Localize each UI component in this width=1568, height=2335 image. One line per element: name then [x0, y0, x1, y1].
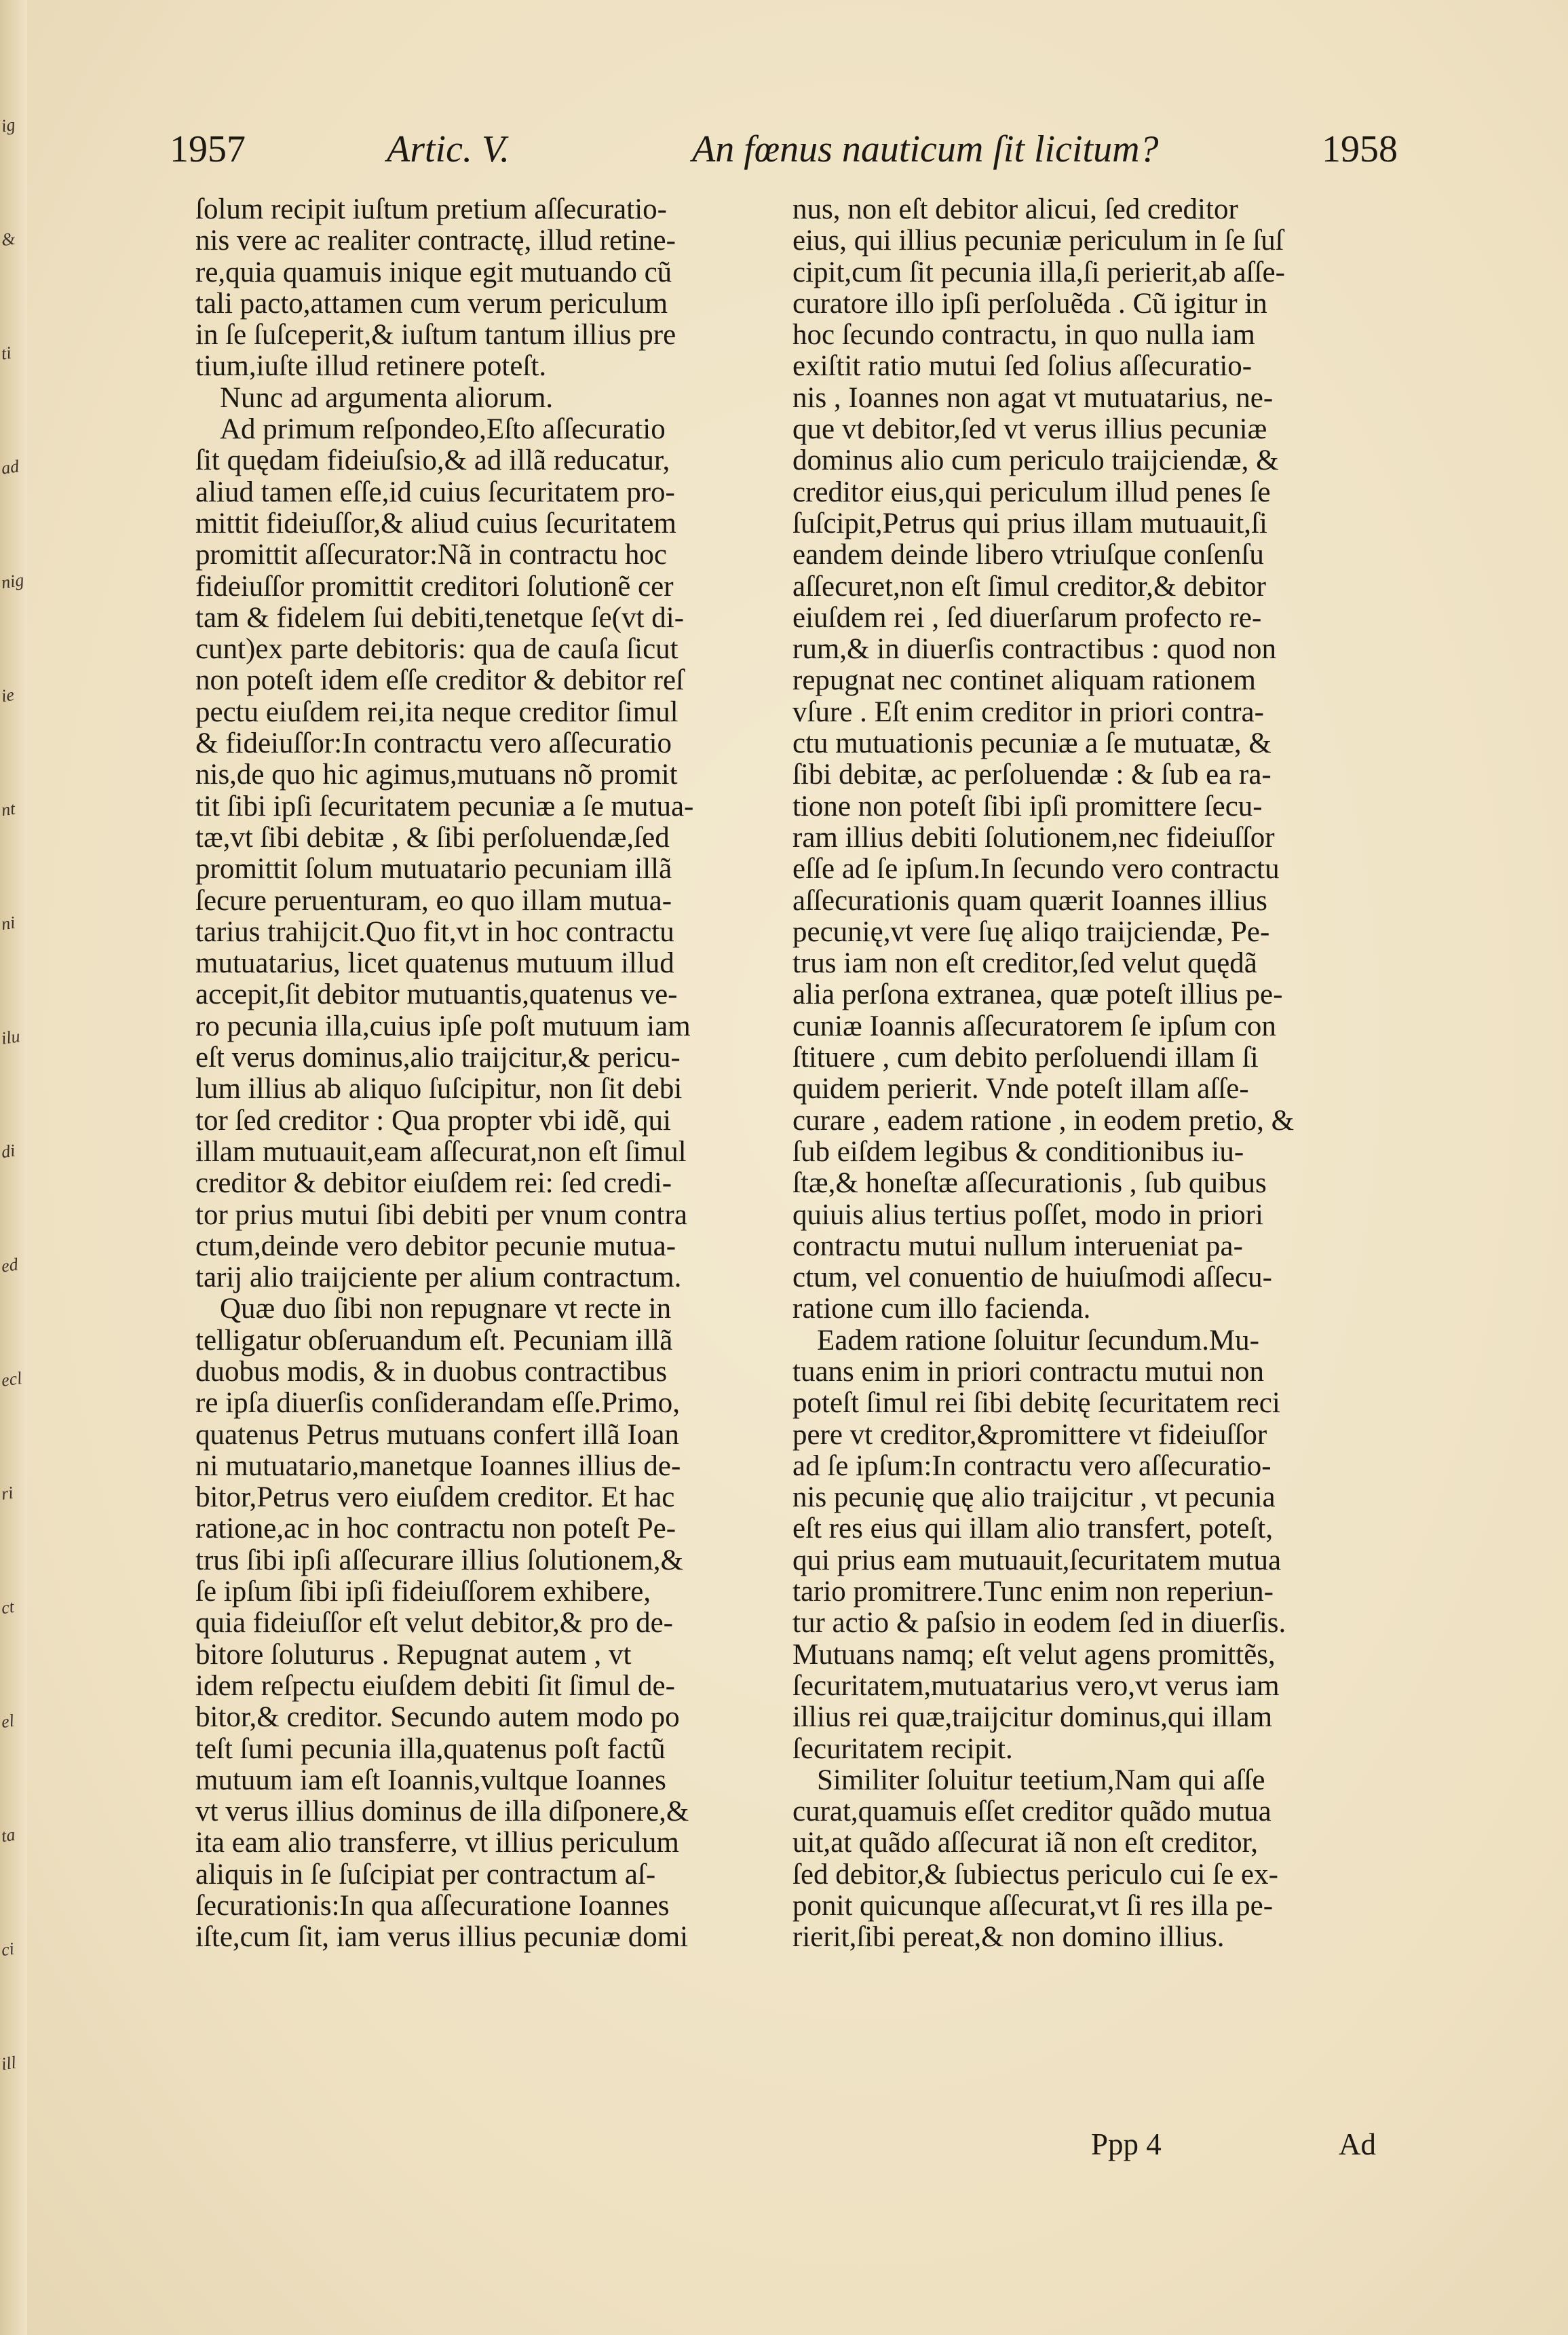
text-line: bitore ſoluturus . Repugnat autem , vt — [195, 1639, 632, 1671]
text-line: Eadem ratione ſoluitur ſecundum.Mu- — [817, 1325, 1259, 1356]
gutter-fragment: & — [0, 228, 17, 250]
gutter-fragment: ni — [0, 912, 17, 934]
gutter-fragment: ad — [0, 456, 20, 478]
page-footer — [792, 2127, 1376, 2167]
text-line: teſt ſumi pecunia illa,quatenus poſt factũ — [195, 1733, 666, 1765]
text-line: ſolum recipit iuſtum pretium aſſecuratio- — [195, 194, 667, 225]
text-line: tuans enim in priori contractu mutui non — [792, 1356, 1265, 1388]
text-line: exiſtit ratio mutui ſed ſolius aſſecuratio- — [792, 351, 1253, 383]
text-line: quatenus Petrus mutuans confert illã Ioan — [195, 1419, 679, 1451]
text-line: re ipſa diuerſis conſiderandam eſſe.Primo, — [195, 1388, 681, 1420]
text-line: curat,quamuis eſſet creditor quãdo mutua — [792, 1796, 1271, 1828]
gutter-fragment: nig — [0, 569, 26, 593]
text-line: ro pecunia illa,cuius ipſe poſt mutuum iam — [195, 1010, 691, 1042]
text-line: idem reſpectu eiuſdem debiti ſit ſimul de- — [195, 1670, 675, 1702]
text-line: tor prius mutui ſibi debiti per vnum contra — [195, 1199, 687, 1231]
text-line: eſt verus dominus,alio traijcitur,& pericu- — [195, 1042, 681, 1074]
text-line: cipit,cum ſit pecunia illa,ſi perierit,ab aſſe- — [792, 257, 1285, 288]
gutter-fragment: ri — [0, 1482, 15, 1504]
text-line: illam mutuauit,eam aſſecurat,non eſt ſimul — [195, 1136, 687, 1168]
text-line: re,quia quamuis inique egit mutuando cũ — [195, 257, 672, 288]
text-line: poteſt ſimul rei ſibi debitę ſecuritatem reci — [792, 1388, 1280, 1420]
text-line: aliquis in ſe ſuſcipiat per contractum aſ- — [195, 1859, 656, 1891]
text-line: nus, non eſt debitor alicui, ſed creditor — [792, 194, 1238, 225]
text-line: ſecuritatem recipit. — [792, 1733, 1013, 1765]
right-page-number: 1958 — [1322, 128, 1398, 170]
text-line: tur actio & paſsio in eodem ſed in diuerſis. — [792, 1608, 1286, 1639]
text-line: ſe ipſum ſibi ipſi fideiuſſorem exhibere, — [195, 1576, 651, 1608]
text-line: aſſecurationis quam quærit Ioannes illius — [792, 885, 1267, 917]
text-line: hoc ſecundo contractu, in quo nulla iam — [792, 320, 1255, 352]
text-line: ctum,deinde vero debitor pecunie mutua- — [195, 1230, 676, 1262]
gutter-fragment: ti — [0, 343, 13, 364]
text-line: nis , Ioannes non agat vt mutuatarius, ne- — [792, 382, 1274, 414]
text-line: promittit ſolum mutuatario pecuniam illã — [195, 854, 672, 886]
text-line: quidem perierit. Vnde poteſt illam aſſe- — [792, 1074, 1249, 1105]
text-line: vt verus illius dominus de illa diſponere,& — [195, 1796, 689, 1828]
text-line: tam & fidelem ſui debiti,tenetque ſe(vt di- — [195, 602, 685, 634]
text-line: ſub eiſdem legibus & conditionibus iu- — [792, 1136, 1244, 1168]
text-line: creditor eius,qui periculum illud penes ſe — [792, 476, 1271, 508]
gutter-fragment: ecl — [0, 1368, 24, 1390]
text-line: rum,& in diuerſis contractibus : quod non — [792, 634, 1276, 666]
text-line: fideiuſſor promittit creditori ſolutionẽ cer — [195, 571, 674, 603]
text-line: curare , eadem ratione , in eodem pretio, & — [792, 1105, 1295, 1137]
text-line: quia fideiuſſor eſt velut debitor,& pro de- — [195, 1608, 673, 1639]
text-line: mutuatarius, licet quatenus mutuum illud — [195, 948, 674, 980]
text-line: bitor,Petrus vero eiuſdem creditor. Et hac — [195, 1482, 675, 1514]
text-line: ſtæ,& honeſtæ aſſecurationis , ſub quibus — [792, 1168, 1267, 1200]
text-line: non poteſt idem eſſe creditor & debitor reſ — [195, 665, 685, 697]
article-label: Artic. V. — [387, 128, 510, 170]
text-line: quiuis alius tertius poſſet, modo in priori — [792, 1199, 1263, 1231]
text-line: ita eam alio transferre, vt illius periculum — [195, 1827, 679, 1859]
text-line: Mutuans namq; eſt velut agens promittẽs, — [792, 1639, 1276, 1671]
gutter-fragment: ci — [0, 1938, 16, 1960]
text-line: tali pacto,attamen cum verum periculum — [195, 288, 668, 320]
gutter-fragment: ig — [0, 114, 17, 136]
text-line: repugnat nec continet aliquam rationem — [792, 665, 1256, 697]
left-column — [195, 194, 779, 1954]
text-line: ſecure peruenturam, eo quo illam mutua- — [195, 885, 672, 917]
text-line: nis pecunię quę alio traijcitur , vt pecunia — [792, 1482, 1276, 1514]
text-line: que vt debitor,ſed vt verus illius pecuniæ — [792, 414, 1267, 446]
running-title: An fœnus nauticum ſit licitum? — [692, 128, 1159, 170]
text-line: ponit quicunque aſſecurat,vt ſi res illa pe- — [792, 1891, 1274, 1922]
text-line: Quæ duo ſibi non repugnare vt recte in — [220, 1293, 672, 1325]
text-line: Ad primum reſpondeo,Eſto aſſecuratio — [220, 414, 666, 446]
right-column — [792, 194, 1376, 1954]
text-line: telligatur obſeruandum eſt. Pecuniam illã — [195, 1325, 673, 1356]
text-line: lum illius ab aliquo ſuſcipitur, non ſit debi — [195, 1074, 683, 1105]
text-line: eius, qui illius pecuniæ periculum in ſe ſuſ — [792, 225, 1284, 257]
text-line: rierit,ſibi pereat,& non domino illius. — [792, 1922, 1225, 1954]
text-line: mittit fideiuſſor,& aliud cuius ſecuritatem — [195, 508, 676, 539]
text-line: cuniæ Ioannis aſſecuratorem ſe ipſum con — [792, 1010, 1276, 1042]
text-line: vſure . Eſt enim creditor in priori contra- — [792, 696, 1264, 728]
text-line: duobus modis, & in duobus contractibus — [195, 1356, 668, 1388]
gutter-fragment: ed — [0, 1254, 20, 1276]
gutter-fragment: ct — [0, 1596, 16, 1618]
text-line: pectu eiuſdem rei,ita neque creditor ſimul — [195, 696, 678, 728]
text-line: cunt)ex parte debitoris: qua de cauſa ſicut — [195, 634, 678, 666]
left-page-number: 1957 — [170, 128, 246, 170]
text-line: nis vere ac realiter contractę, illud retine- — [195, 225, 676, 257]
text-line: tarij alio traijciente per alium contractum. — [195, 1262, 682, 1294]
text-line: alia perſona extranea, quæ poteſt illius pe- — [792, 979, 1283, 1011]
text-line: Similiter ſoluitur teetium,Nam qui aſſe — [817, 1764, 1265, 1796]
text-line: ctum, vel conuentio de huiuſmodi aſſecu- — [792, 1262, 1272, 1294]
text-line: tione non poteſt ſibi ipſi promittere ſecu- — [792, 791, 1263, 822]
text-line: ſecuritatem,mutuatarius vero,vt verus iam — [792, 1670, 1280, 1702]
text-line: ratione,ac in hoc contractu non poteſt Pe- — [195, 1513, 676, 1545]
text-line: mutuum iam eſt Ioannis,vultque Ioannes — [195, 1764, 666, 1796]
text-line: nis,de quo hic agimus,mutuans nõ promit — [195, 759, 678, 791]
text-line: iſte,cum ſit, iam verus illius pecuniæ domi — [195, 1922, 689, 1954]
gutter-fragment: ilu — [0, 1026, 22, 1048]
text-line: ſecurationis:In qua aſſecuratione Ioannes — [195, 1891, 670, 1922]
text-line: aliud tamen eſſe,id cuius ſecuritatem pro- — [195, 476, 675, 508]
text-line: tit ſibi ipſi ſecuritatem pecuniæ a ſe mutua- — [195, 791, 694, 822]
text-line: eandem deinde libero vtriuſque conſenſu — [792, 539, 1264, 571]
text-line: ctu mutuationis pecuniæ a ſe mutuatæ, & — [792, 728, 1271, 760]
text-line: creditor & debitor eiuſdem rei: ſed credi- — [195, 1168, 672, 1200]
text-line: Nunc ad argumenta aliorum. — [220, 382, 554, 414]
text-line: aſſecuret,non eſt ſimul creditor,& debitor — [792, 571, 1266, 603]
gutter-fragment: el — [0, 1710, 16, 1732]
running-header — [170, 122, 1398, 176]
text-line: pecunię,vt vere ſuę aliqo traijciendæ, Pe- — [792, 916, 1270, 948]
catchword: Ad — [1339, 2127, 1376, 2161]
text-line: ſed debitor,& ſubiectus periculo cui ſe ex- — [792, 1859, 1278, 1891]
text-line: pere vt creditor,&promittere vt fideiuſſor — [792, 1419, 1267, 1451]
gutter-fragment: ie — [0, 684, 16, 706]
text-line: curatore illo ipſi perſoluẽda . Cũ igitur in — [792, 288, 1267, 320]
text-line: tor ſed creditor : Qua propter vbi idẽ, qui — [195, 1105, 671, 1137]
text-line: ad ſe ipſum:In contractu vero aſſecuratio- — [792, 1450, 1271, 1482]
text-line: tæ,vt ſibi debitæ , & ſibi perſoluendæ,ſed — [195, 822, 670, 854]
text-line: uit,at quãdo aſſecurat iã non eſt creditor, — [792, 1827, 1259, 1859]
text-line: eſt res eius qui illam alio transfert, poteſt, — [792, 1513, 1274, 1545]
text-line: dominus alio cum periculo traijciendæ, & — [792, 445, 1279, 477]
text-line: trus iam non eſt creditor,ſed velut quędã — [792, 948, 1257, 980]
text-line: qui prius eam mutuauit,ſecuritatem mutua — [792, 1544, 1282, 1576]
text-line: accepit,ſit debitor mutuantis,quatenus ve- — [195, 979, 678, 1011]
text-line: illius rei quæ,traijcitur dominus,qui illam — [792, 1702, 1273, 1734]
text-line: ni mutuatario,manetque Ioannes illius de- — [195, 1450, 681, 1482]
gutter-fragment: nt — [0, 798, 17, 820]
text-line: ſuſcipit,Petrus qui prius illam mutuauit,ſi — [792, 508, 1267, 539]
text-line: tium,iuſte illud retinere poteſt. — [195, 351, 547, 383]
gutter-fragment: di — [0, 1140, 17, 1162]
text-line: in ſe ſuſceperit,& iuſtum tantum illius pre — [195, 320, 676, 352]
text-line: trus ſibi ipſi aſſecurare illius ſolutionem,& — [195, 1544, 683, 1576]
text-line: contractu mutui nullum interueniat pa- — [792, 1230, 1243, 1262]
text-line: tario promitrere.Tunc enim non reperiun- — [792, 1576, 1274, 1608]
gutter-fragment: ta — [0, 1824, 17, 1846]
text-line: bitor,& creditor. Secundo autem modo po — [195, 1702, 680, 1734]
text-line: tarius trahijcit.Quo fit,vt in hoc contractu — [195, 916, 674, 948]
text-line: ſit quędam fideiuſsio,& ad illã reducatur, — [195, 445, 670, 477]
text-line: promittit aſſecurator:Nã in contractu hoc — [195, 539, 667, 571]
text-line: & fideiuſſor:In contractu vero aſſecuratio — [195, 728, 672, 760]
text-line: ſtituere , cum debito perſoluendi illam ſi — [792, 1042, 1259, 1074]
signature-mark: Ppp 4 — [1091, 2127, 1162, 2161]
text-line: ſibi debitæ, ac perſoluendæ : & ſub ea ra- — [792, 759, 1271, 791]
text-line: ratione cum illo facienda. — [792, 1293, 1091, 1325]
text-line: ram illius debiti ſolutionem,nec fideiuſſor — [792, 822, 1275, 854]
text-line: eiuſdem rei , ſed diuerſarum profecto re- — [792, 602, 1262, 634]
text-line: eſſe ad ſe ipſum.In ſecundo vero contractu — [792, 854, 1280, 886]
gutter-fragment: ill — [0, 2052, 18, 2074]
